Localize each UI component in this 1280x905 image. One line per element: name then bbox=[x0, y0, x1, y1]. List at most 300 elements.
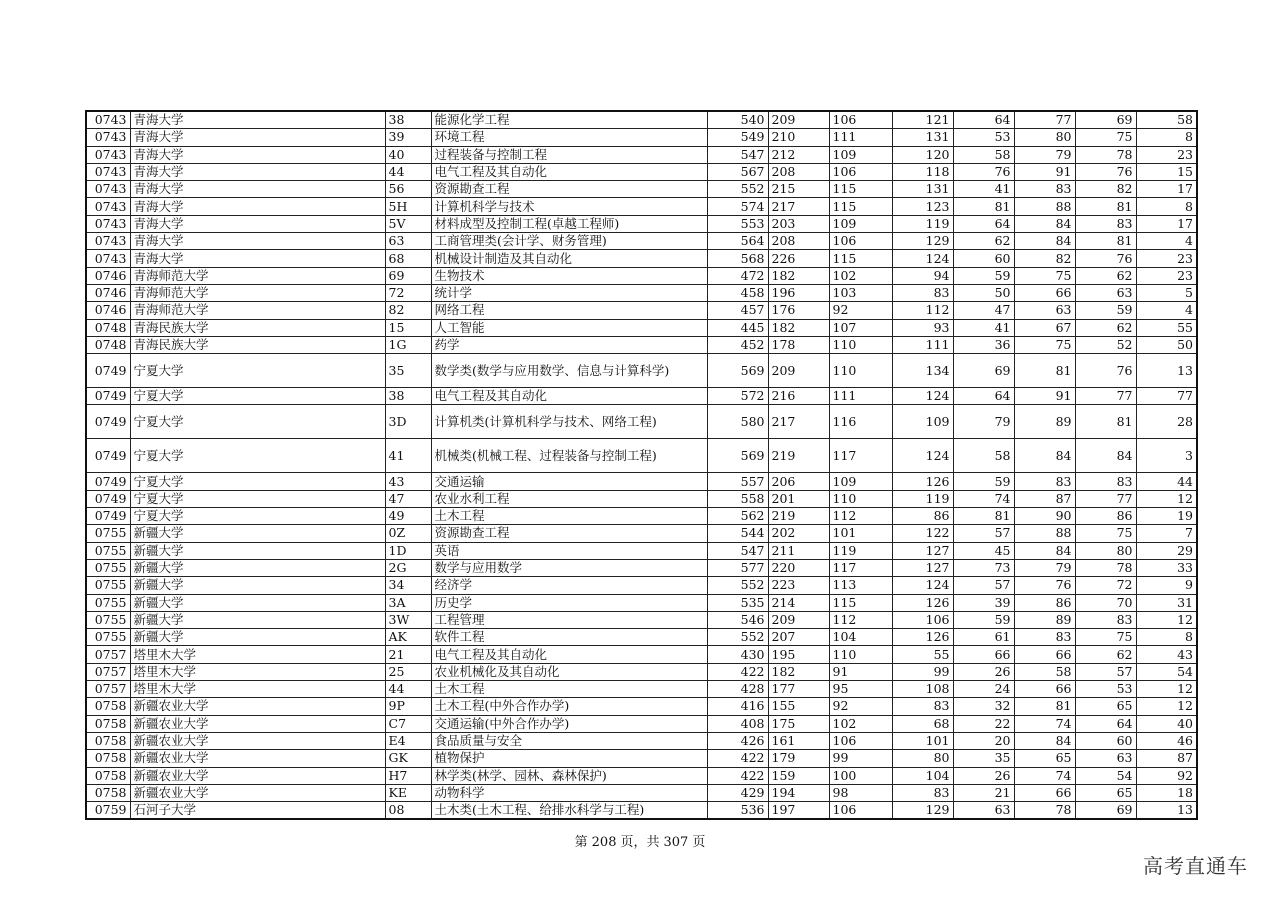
watermark-logo-text: 高考直通车 bbox=[1143, 854, 1248, 878]
major-code-cell: 1G bbox=[385, 336, 431, 353]
score-7-cell: 40 bbox=[1136, 715, 1197, 732]
table-row bbox=[86, 525, 1197, 542]
score-6-cell: 65 bbox=[1075, 784, 1136, 801]
score-6-cell: 60 bbox=[1075, 732, 1136, 749]
school-code-cell: 0758 bbox=[86, 750, 130, 767]
score-7-cell: 28 bbox=[1136, 405, 1197, 439]
score-7-cell: 9 bbox=[1136, 577, 1197, 594]
major-code-cell: 1D bbox=[385, 542, 431, 559]
score-4-cell: 74 bbox=[953, 490, 1014, 507]
score-7-cell: 8 bbox=[1136, 629, 1197, 646]
score-3-cell: 68 bbox=[892, 715, 953, 732]
total-score-cell: 569 bbox=[707, 354, 768, 388]
score-4-cell: 53 bbox=[953, 129, 1014, 146]
total-score-cell: 422 bbox=[707, 767, 768, 784]
school-name-cell: 宁夏大学 bbox=[130, 490, 385, 507]
score-6-cell: 83 bbox=[1075, 611, 1136, 628]
score-5-cell: 74 bbox=[1014, 767, 1075, 784]
school-name-cell: 新疆大学 bbox=[130, 577, 385, 594]
school-name-cell: 塔里木大学 bbox=[130, 681, 385, 698]
score-6-cell: 75 bbox=[1075, 629, 1136, 646]
school-name-cell: 新疆大学 bbox=[130, 611, 385, 628]
table-row bbox=[86, 594, 1197, 611]
school-name-cell: 塔里木大学 bbox=[130, 646, 385, 663]
score-1-cell: 208 bbox=[768, 233, 829, 250]
page-footer bbox=[0, 831, 1280, 850]
score-3-cell: 131 bbox=[892, 129, 953, 146]
score-5-cell: 76 bbox=[1014, 577, 1075, 594]
score-5-cell: 74 bbox=[1014, 715, 1075, 732]
total-score-cell: 445 bbox=[707, 319, 768, 336]
school-code-cell: 0758 bbox=[86, 732, 130, 749]
total-score-cell: 452 bbox=[707, 336, 768, 353]
table-row bbox=[86, 388, 1197, 405]
score-4-cell: 22 bbox=[953, 715, 1014, 732]
total-score-cell: 422 bbox=[707, 663, 768, 680]
table-row bbox=[86, 181, 1197, 198]
score-7-cell: 8 bbox=[1136, 129, 1197, 146]
major-name-cell: 农业水利工程 bbox=[431, 490, 707, 507]
table-row bbox=[86, 129, 1197, 146]
score-3-cell: 126 bbox=[892, 473, 953, 490]
score-6-cell: 83 bbox=[1075, 473, 1136, 490]
major-code-cell: 5V bbox=[385, 215, 431, 232]
score-3-cell: 126 bbox=[892, 594, 953, 611]
score-2-cell: 110 bbox=[829, 336, 892, 353]
score-6-cell: 53 bbox=[1075, 681, 1136, 698]
total-score-cell: 552 bbox=[707, 629, 768, 646]
major-code-cell: 35 bbox=[385, 354, 431, 388]
score-5-cell: 66 bbox=[1014, 284, 1075, 301]
table-row bbox=[86, 250, 1197, 267]
footer-mid: 页，共 bbox=[620, 835, 660, 850]
score-7-cell: 92 bbox=[1136, 767, 1197, 784]
score-5-cell: 77 bbox=[1014, 111, 1075, 129]
table-row bbox=[86, 698, 1197, 715]
score-5-cell: 79 bbox=[1014, 146, 1075, 163]
score-5-cell: 89 bbox=[1014, 405, 1075, 439]
total-score-cell: 426 bbox=[707, 732, 768, 749]
major-name-cell: 工商管理类(会计学、财务管理) bbox=[431, 233, 707, 250]
score-4-cell: 41 bbox=[953, 319, 1014, 336]
school-code-cell: 0743 bbox=[86, 250, 130, 267]
score-3-cell: 104 bbox=[892, 767, 953, 784]
score-1-cell: 214 bbox=[768, 594, 829, 611]
school-name-cell: 新疆农业大学 bbox=[130, 732, 385, 749]
score-4-cell: 26 bbox=[953, 767, 1014, 784]
table-row bbox=[86, 750, 1197, 767]
table-row bbox=[86, 319, 1197, 336]
major-code-cell: 72 bbox=[385, 284, 431, 301]
score-4-cell: 21 bbox=[953, 784, 1014, 801]
school-code-cell: 0755 bbox=[86, 629, 130, 646]
score-6-cell: 69 bbox=[1075, 111, 1136, 129]
score-7-cell: 19 bbox=[1136, 508, 1197, 525]
score-4-cell: 60 bbox=[953, 250, 1014, 267]
score-6-cell: 86 bbox=[1075, 508, 1136, 525]
table-row bbox=[86, 439, 1197, 473]
major-code-cell: 63 bbox=[385, 233, 431, 250]
school-code-cell: 0746 bbox=[86, 302, 130, 319]
score-7-cell: 54 bbox=[1136, 663, 1197, 680]
score-1-cell: 161 bbox=[768, 732, 829, 749]
major-code-cell: 40 bbox=[385, 146, 431, 163]
major-code-cell: 44 bbox=[385, 163, 431, 180]
score-6-cell: 81 bbox=[1075, 198, 1136, 215]
school-name-cell: 青海大学 bbox=[130, 250, 385, 267]
major-code-cell: 15 bbox=[385, 319, 431, 336]
school-code-cell: 0755 bbox=[86, 559, 130, 576]
school-code-cell: 0758 bbox=[86, 698, 130, 715]
score-5-cell: 80 bbox=[1014, 129, 1075, 146]
score-5-cell: 66 bbox=[1014, 681, 1075, 698]
score-2-cell: 110 bbox=[829, 490, 892, 507]
score-6-cell: 62 bbox=[1075, 319, 1136, 336]
total-score-cell: 572 bbox=[707, 388, 768, 405]
score-2-cell: 113 bbox=[829, 577, 892, 594]
score-7-cell: 4 bbox=[1136, 233, 1197, 250]
school-code-cell: 0758 bbox=[86, 767, 130, 784]
score-1-cell: 223 bbox=[768, 577, 829, 594]
score-3-cell: 83 bbox=[892, 698, 953, 715]
major-code-cell: 08 bbox=[385, 802, 431, 820]
score-3-cell: 124 bbox=[892, 439, 953, 473]
major-name-cell: 土木工程 bbox=[431, 681, 707, 698]
score-3-cell: 106 bbox=[892, 611, 953, 628]
total-score-cell: 562 bbox=[707, 508, 768, 525]
score-2-cell: 115 bbox=[829, 198, 892, 215]
table-row bbox=[86, 802, 1197, 820]
score-1-cell: 178 bbox=[768, 336, 829, 353]
score-3-cell: 86 bbox=[892, 508, 953, 525]
score-6-cell: 81 bbox=[1075, 233, 1136, 250]
score-7-cell: 13 bbox=[1136, 354, 1197, 388]
school-code-cell: 0743 bbox=[86, 215, 130, 232]
score-4-cell: 50 bbox=[953, 284, 1014, 301]
score-5-cell: 82 bbox=[1014, 250, 1075, 267]
score-3-cell: 124 bbox=[892, 250, 953, 267]
score-4-cell: 64 bbox=[953, 111, 1014, 129]
school-name-cell: 新疆大学 bbox=[130, 559, 385, 576]
total-score-cell: 416 bbox=[707, 698, 768, 715]
major-code-cell: E4 bbox=[385, 732, 431, 749]
total-score-cell: 535 bbox=[707, 594, 768, 611]
score-5-cell: 67 bbox=[1014, 319, 1075, 336]
score-6-cell: 84 bbox=[1075, 439, 1136, 473]
score-4-cell: 47 bbox=[953, 302, 1014, 319]
major-name-cell: 土木工程(中外合作办学) bbox=[431, 698, 707, 715]
score-1-cell: 182 bbox=[768, 319, 829, 336]
score-4-cell: 79 bbox=[953, 405, 1014, 439]
score-1-cell: 175 bbox=[768, 715, 829, 732]
score-4-cell: 59 bbox=[953, 267, 1014, 284]
table-row bbox=[86, 405, 1197, 439]
score-1-cell: 208 bbox=[768, 163, 829, 180]
table-row bbox=[86, 767, 1197, 784]
major-code-cell: C7 bbox=[385, 715, 431, 732]
school-name-cell: 宁夏大学 bbox=[130, 439, 385, 473]
major-code-cell: 49 bbox=[385, 508, 431, 525]
major-code-cell: 47 bbox=[385, 490, 431, 507]
major-code-cell: 68 bbox=[385, 250, 431, 267]
total-score-cell: 547 bbox=[707, 146, 768, 163]
score-3-cell: 119 bbox=[892, 215, 953, 232]
table-row bbox=[86, 215, 1197, 232]
major-code-cell: 3D bbox=[385, 405, 431, 439]
school-name-cell: 新疆农业大学 bbox=[130, 767, 385, 784]
major-name-cell: 资源勘查工程 bbox=[431, 181, 707, 198]
score-5-cell: 83 bbox=[1014, 629, 1075, 646]
major-code-cell: 25 bbox=[385, 663, 431, 680]
score-5-cell: 91 bbox=[1014, 388, 1075, 405]
school-code-cell: 0755 bbox=[86, 594, 130, 611]
school-name-cell: 新疆农业大学 bbox=[130, 750, 385, 767]
total-score-cell: 569 bbox=[707, 439, 768, 473]
score-2-cell: 109 bbox=[829, 473, 892, 490]
score-1-cell: 220 bbox=[768, 559, 829, 576]
score-2-cell: 112 bbox=[829, 611, 892, 628]
school-code-cell: 0758 bbox=[86, 715, 130, 732]
major-name-cell: 数学类(数学与应用数学、信息与计算科学) bbox=[431, 354, 707, 388]
score-1-cell: 159 bbox=[768, 767, 829, 784]
score-1-cell: 211 bbox=[768, 542, 829, 559]
school-name-cell: 新疆大学 bbox=[130, 594, 385, 611]
table-row bbox=[86, 663, 1197, 680]
score-5-cell: 88 bbox=[1014, 198, 1075, 215]
score-7-cell: 13 bbox=[1136, 802, 1197, 820]
score-1-cell: 226 bbox=[768, 250, 829, 267]
table-row bbox=[86, 163, 1197, 180]
score-5-cell: 83 bbox=[1014, 473, 1075, 490]
table-row bbox=[86, 681, 1197, 698]
major-name-cell: 交通运输(中外合作办学) bbox=[431, 715, 707, 732]
score-7-cell: 58 bbox=[1136, 111, 1197, 129]
total-score-cell: 558 bbox=[707, 490, 768, 507]
table-row bbox=[86, 732, 1197, 749]
school-name-cell: 青海大学 bbox=[130, 233, 385, 250]
score-3-cell: 121 bbox=[892, 111, 953, 129]
score-7-cell: 46 bbox=[1136, 732, 1197, 749]
table-row bbox=[86, 715, 1197, 732]
score-1-cell: 203 bbox=[768, 215, 829, 232]
school-name-cell: 新疆农业大学 bbox=[130, 715, 385, 732]
score-7-cell: 15 bbox=[1136, 163, 1197, 180]
table-row bbox=[86, 490, 1197, 507]
major-code-cell: 3A bbox=[385, 594, 431, 611]
school-code-cell: 0743 bbox=[86, 233, 130, 250]
score-2-cell: 112 bbox=[829, 508, 892, 525]
score-5-cell: 84 bbox=[1014, 233, 1075, 250]
major-name-cell: 环境工程 bbox=[431, 129, 707, 146]
major-name-cell: 电气工程及其自动化 bbox=[431, 388, 707, 405]
school-code-cell: 0746 bbox=[86, 284, 130, 301]
score-6-cell: 75 bbox=[1075, 129, 1136, 146]
score-1-cell: 196 bbox=[768, 284, 829, 301]
major-name-cell: 资源勘查工程 bbox=[431, 525, 707, 542]
table-body bbox=[86, 111, 1197, 819]
score-4-cell: 41 bbox=[953, 181, 1014, 198]
score-4-cell: 58 bbox=[953, 146, 1014, 163]
table-row bbox=[86, 559, 1197, 576]
table-row bbox=[86, 233, 1197, 250]
school-code-cell: 0743 bbox=[86, 181, 130, 198]
score-4-cell: 73 bbox=[953, 559, 1014, 576]
score-7-cell: 44 bbox=[1136, 473, 1197, 490]
score-5-cell: 75 bbox=[1014, 267, 1075, 284]
score-7-cell: 43 bbox=[1136, 646, 1197, 663]
score-6-cell: 76 bbox=[1075, 163, 1136, 180]
score-2-cell: 99 bbox=[829, 750, 892, 767]
score-7-cell: 4 bbox=[1136, 302, 1197, 319]
major-name-cell: 土木工程 bbox=[431, 508, 707, 525]
major-name-cell: 药学 bbox=[431, 336, 707, 353]
score-4-cell: 32 bbox=[953, 698, 1014, 715]
school-code-cell: 0743 bbox=[86, 146, 130, 163]
score-3-cell: 109 bbox=[892, 405, 953, 439]
score-3-cell: 94 bbox=[892, 267, 953, 284]
table-row bbox=[86, 508, 1197, 525]
score-6-cell: 77 bbox=[1075, 388, 1136, 405]
score-7-cell: 23 bbox=[1136, 146, 1197, 163]
school-code-cell: 0743 bbox=[86, 129, 130, 146]
score-2-cell: 115 bbox=[829, 594, 892, 611]
score-2-cell: 106 bbox=[829, 111, 892, 129]
major-name-cell: 电气工程及其自动化 bbox=[431, 163, 707, 180]
score-5-cell: 66 bbox=[1014, 646, 1075, 663]
score-3-cell: 99 bbox=[892, 663, 953, 680]
total-score-cell: 568 bbox=[707, 250, 768, 267]
school-code-cell: 0743 bbox=[86, 163, 130, 180]
score-4-cell: 20 bbox=[953, 732, 1014, 749]
school-name-cell: 青海民族大学 bbox=[130, 336, 385, 353]
table-row bbox=[86, 198, 1197, 215]
score-6-cell: 69 bbox=[1075, 802, 1136, 820]
total-score-cell: 557 bbox=[707, 473, 768, 490]
score-5-cell: 58 bbox=[1014, 663, 1075, 680]
school-name-cell: 新疆农业大学 bbox=[130, 698, 385, 715]
major-name-cell: 数学与应用数学 bbox=[431, 559, 707, 576]
school-name-cell: 塔里木大学 bbox=[130, 663, 385, 680]
score-7-cell: 23 bbox=[1136, 250, 1197, 267]
school-code-cell: 0746 bbox=[86, 267, 130, 284]
score-5-cell: 75 bbox=[1014, 336, 1075, 353]
score-1-cell: 219 bbox=[768, 439, 829, 473]
score-2-cell: 91 bbox=[829, 663, 892, 680]
total-score-cell: 540 bbox=[707, 111, 768, 129]
major-code-cell: 0Z bbox=[385, 525, 431, 542]
score-3-cell: 108 bbox=[892, 681, 953, 698]
score-6-cell: 62 bbox=[1075, 646, 1136, 663]
major-code-cell: 3W bbox=[385, 611, 431, 628]
score-3-cell: 122 bbox=[892, 525, 953, 542]
major-name-cell: 机械类(机械工程、过程装备与控制工程) bbox=[431, 439, 707, 473]
school-name-cell: 宁夏大学 bbox=[130, 354, 385, 388]
school-name-cell: 青海大学 bbox=[130, 215, 385, 232]
table-row bbox=[86, 302, 1197, 319]
score-2-cell: 106 bbox=[829, 732, 892, 749]
major-code-cell: 43 bbox=[385, 473, 431, 490]
score-1-cell: 201 bbox=[768, 490, 829, 507]
score-5-cell: 63 bbox=[1014, 302, 1075, 319]
table-row bbox=[86, 577, 1197, 594]
score-3-cell: 80 bbox=[892, 750, 953, 767]
major-code-cell: GK bbox=[385, 750, 431, 767]
score-6-cell: 57 bbox=[1075, 663, 1136, 680]
score-1-cell: 217 bbox=[768, 198, 829, 215]
score-7-cell: 87 bbox=[1136, 750, 1197, 767]
score-7-cell: 33 bbox=[1136, 559, 1197, 576]
score-4-cell: 59 bbox=[953, 611, 1014, 628]
score-4-cell: 66 bbox=[953, 646, 1014, 663]
footer-prefix: 第 bbox=[574, 835, 588, 850]
score-6-cell: 78 bbox=[1075, 559, 1136, 576]
score-7-cell: 3 bbox=[1136, 439, 1197, 473]
score-3-cell: 134 bbox=[892, 354, 953, 388]
total-score-cell: 536 bbox=[707, 802, 768, 820]
score-1-cell: 207 bbox=[768, 629, 829, 646]
score-1-cell: 217 bbox=[768, 405, 829, 439]
score-7-cell: 29 bbox=[1136, 542, 1197, 559]
total-score-cell: 546 bbox=[707, 611, 768, 628]
table-row bbox=[86, 629, 1197, 646]
score-6-cell: 64 bbox=[1075, 715, 1136, 732]
score-6-cell: 77 bbox=[1075, 490, 1136, 507]
school-code-cell: 0755 bbox=[86, 542, 130, 559]
major-code-cell: 38 bbox=[385, 388, 431, 405]
score-3-cell: 118 bbox=[892, 163, 953, 180]
school-code-cell: 0749 bbox=[86, 388, 130, 405]
score-4-cell: 64 bbox=[953, 388, 1014, 405]
major-name-cell: 软件工程 bbox=[431, 629, 707, 646]
score-1-cell: 215 bbox=[768, 181, 829, 198]
footer-total-pages: 307 bbox=[663, 835, 689, 850]
score-1-cell: 209 bbox=[768, 111, 829, 129]
score-2-cell: 116 bbox=[829, 405, 892, 439]
school-code-cell: 0755 bbox=[86, 577, 130, 594]
score-6-cell: 76 bbox=[1075, 354, 1136, 388]
major-code-cell: 56 bbox=[385, 181, 431, 198]
school-code-cell: 0749 bbox=[86, 508, 130, 525]
score-1-cell: 177 bbox=[768, 681, 829, 698]
school-name-cell: 新疆大学 bbox=[130, 542, 385, 559]
score-2-cell: 98 bbox=[829, 784, 892, 801]
score-7-cell: 50 bbox=[1136, 336, 1197, 353]
score-7-cell: 17 bbox=[1136, 181, 1197, 198]
major-name-cell: 人工智能 bbox=[431, 319, 707, 336]
score-3-cell: 83 bbox=[892, 784, 953, 801]
score-7-cell: 23 bbox=[1136, 267, 1197, 284]
score-5-cell: 84 bbox=[1014, 215, 1075, 232]
score-4-cell: 61 bbox=[953, 629, 1014, 646]
school-code-cell: 0749 bbox=[86, 439, 130, 473]
major-code-cell: 2G bbox=[385, 559, 431, 576]
score-6-cell: 65 bbox=[1075, 698, 1136, 715]
total-score-cell: 580 bbox=[707, 405, 768, 439]
major-name-cell: 林学类(林学、园林、森林保护) bbox=[431, 767, 707, 784]
score-table bbox=[85, 110, 1198, 820]
score-4-cell: 81 bbox=[953, 198, 1014, 215]
score-2-cell: 95 bbox=[829, 681, 892, 698]
total-score-cell: 564 bbox=[707, 233, 768, 250]
score-2-cell: 101 bbox=[829, 525, 892, 542]
score-7-cell: 12 bbox=[1136, 698, 1197, 715]
score-4-cell: 64 bbox=[953, 215, 1014, 232]
score-6-cell: 72 bbox=[1075, 577, 1136, 594]
score-2-cell: 115 bbox=[829, 250, 892, 267]
total-score-cell: 422 bbox=[707, 750, 768, 767]
score-7-cell: 12 bbox=[1136, 611, 1197, 628]
school-name-cell: 石河子大学 bbox=[130, 802, 385, 820]
